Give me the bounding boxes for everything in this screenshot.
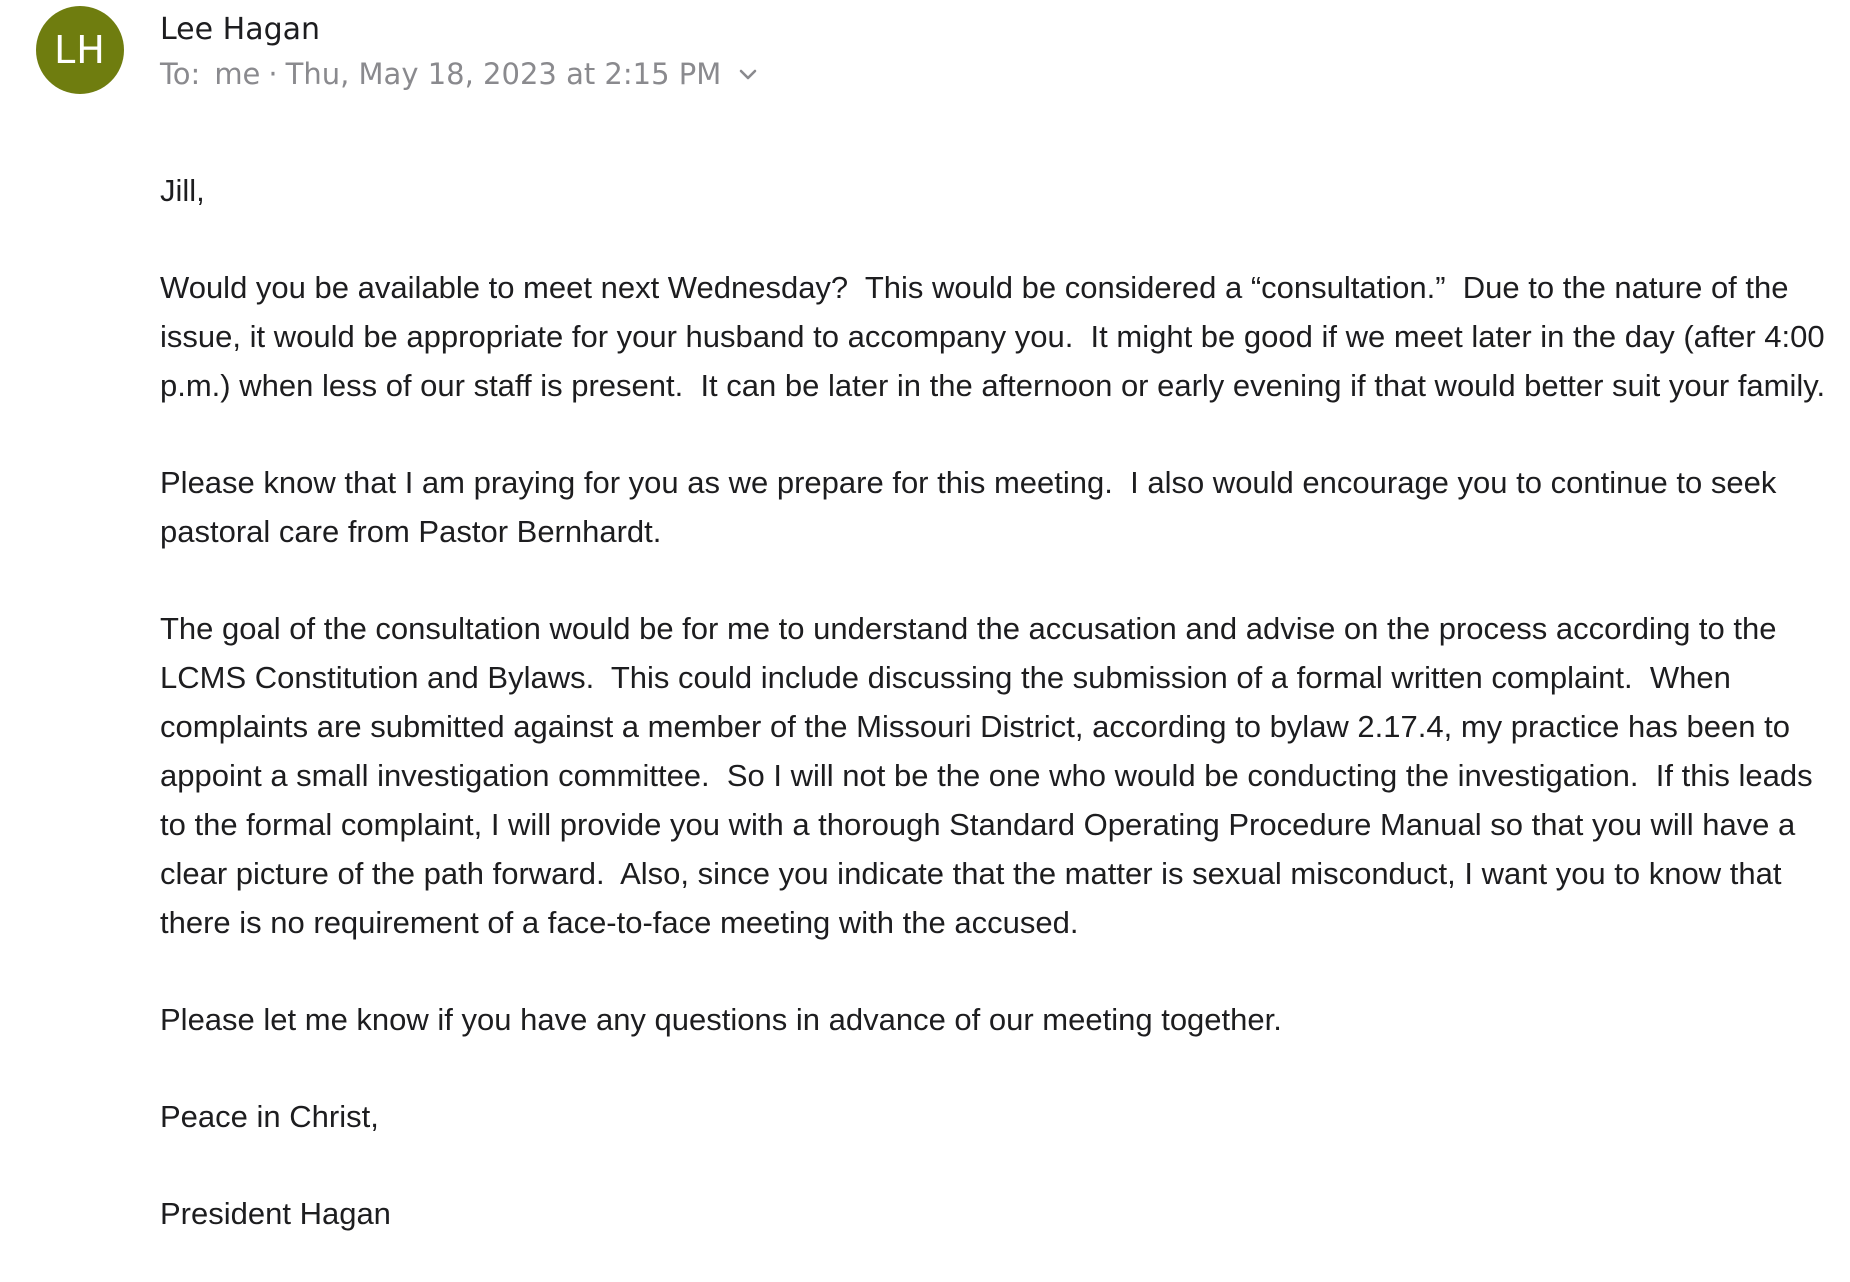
timestamp: Thu, May 18, 2023 at 2:15 PM bbox=[285, 57, 722, 91]
recipient-name: me bbox=[214, 57, 261, 91]
email-header bbox=[36, 6, 759, 94]
to-label: To: bbox=[160, 57, 201, 91]
sender-meta bbox=[160, 10, 759, 94]
body-paragraph: Please let me know if you have any questions in advance of our meeting together. bbox=[160, 1002, 1282, 1037]
body-paragraph: The goal of the consultation would be for me to understand the accusation and advise on the process according to the LCMS Constitution and Bylaws. This could include discussing the submission of a formal written complaint. When complaints are submitted against a member of the Missouri District, according to bylaw 2.17.4, my practice has been to appoint a small investigation committee. So I will not be the one who would be conducting the investigation. If this leads to the formal complaint, I will provide you with a thorough Standard Operating Procedure Manual so that you will have a clear picture of the path forward. Also, since you indicate that the matter is sexual misconduct, I want you to know that there is no requirement of a face-to-face meeting with the accused. bbox=[160, 611, 1822, 940]
body-paragraph: Please know that I am praying for you as we prepare for this meeting. I also would encourage you to continue to seek pastoral care from Pastor Bernhardt. bbox=[160, 465, 1785, 549]
email-body bbox=[160, 166, 1840, 1238]
avatar[interactable]: LH bbox=[36, 6, 124, 94]
signature: President Hagan bbox=[160, 1196, 391, 1231]
separator: · bbox=[268, 57, 278, 91]
greeting: Jill, bbox=[160, 173, 205, 208]
sender-name[interactable]: Lee Hagan bbox=[160, 12, 321, 47]
closing: Peace in Christ, bbox=[160, 1099, 379, 1134]
recipient-row[interactable] bbox=[160, 54, 759, 94]
body-paragraph: Would you be available to meet next Wednesday? This would be considered a “consultation.” Due to the nature of the issue, it would be appropriate for your husband to accompany you. It might be good if we meet later in the day (after 4:00 p.m.) when less of our staff is present. It can be later in the afternoon or early evening if that would better suit your family. bbox=[160, 270, 1834, 403]
chevron-down-icon[interactable] bbox=[737, 63, 759, 85]
